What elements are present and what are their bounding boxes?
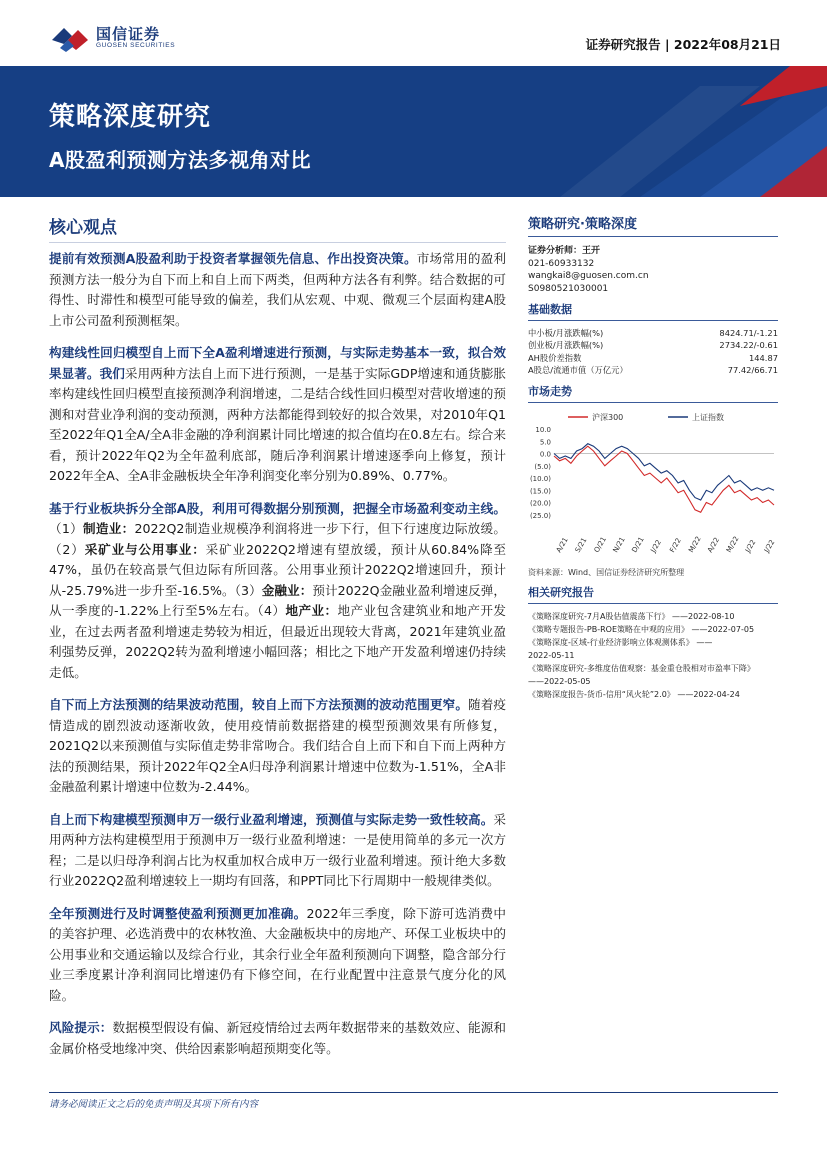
y-tick-label: (20.0) [529, 499, 551, 508]
x-tick-label: J/22 [762, 538, 777, 554]
related-report-item[interactable]: 《策略深度研究-7月A股估值震荡下行》 ——2022-08-10 [528, 611, 735, 621]
sidebar [528, 213, 778, 701]
y-tick-label: 10.0 [535, 425, 551, 434]
x-tick-label: A/21 [554, 535, 570, 554]
report-type-date: 证券研究报告 | 2022年08月21日 [585, 37, 781, 52]
basic-data-title: 基础数据 [528, 301, 778, 321]
related-report-item[interactable]: 《策略深度报告-货币-信用“风火轮”2.0》 ——2022-04-24 [528, 689, 740, 699]
x-tick-label: N/21 [611, 535, 627, 554]
top-header [0, 0, 827, 66]
paragraph-3: 基于行业板块拆分全部A股，利用可得数据分别预测，把握全市场盈利变动主线。（1）制造业：2022Q2制造业规模净利润将进一步下行，但下行速度边际放缓。（2）采矿业与公用事业：采矿业2022Q2增速有望放缓，预计从60.84%降至47%，虽仍在较高景气但边际有所回落。公用事业预计2022Q2增速回升，预计从-25.79%进一步升至-16.5%。（3）金融业：预计2022Q金融业盈利增速反弹，从一季度的-1.22%上行至5%左右。（4）地产业：地产业包含建筑业和地产开发业，在过去两者盈利增速走势较为相近，但最近出现较大背离，2021年建筑业盈利强势反弹，2022Q2转为盈利增速小幅回落；相比之下地产开发盈利增速仍持续走低。 [49, 500, 507, 680]
related-report-item[interactable]: 《策略深度-区域-行业经济影响立体观测体系》 —— [528, 637, 713, 647]
analyst-phone: 021-60933132 [528, 258, 595, 269]
x-tick-label: S/21 [573, 536, 589, 554]
y-tick-label: (25.0) [529, 511, 551, 520]
paragraph-2: 构建线性回归模型自上而下全A盈利增速进行预测，与实际走势基本一致，拟合效果显著。我们采用两种方法自上而下进行预测，一是基于实际GDP增速和通货膨胀率构建线性回归模型直接预测净利润增速，二是结合线性回归模型对营收增速的预测和对营业净利润的变动预测，两种方法都能得到较好的拟合效果，对2010年Q1至2022年Q1全A/全A非金融的净利润累计同比增速的拟合值均在0.8左右。综合来看，预计2022年Q2为全年盈利底部，随后净利润累计增速逐季向上修复，预计2022年全A、全A非金融板块全年净利润变化率分别为0.89%、0.77%。 [49, 345, 506, 483]
x-tick-label: J/22 [743, 538, 758, 554]
y-tick-label: (15.0) [529, 486, 551, 495]
analyst-email[interactable]: wangkai8@guosen.com.cn [528, 271, 649, 281]
logo-text-cn: 国信证券 [96, 25, 161, 43]
x-tick-label: D/21 [630, 535, 646, 554]
paragraph-4: 自下而上方法预测的结果波动范围，较自上而下方法预测的波动范围更窄。随着疫情造成的剧烈波动逐渐收敛，使用疫情前数据搭建的模型预测效果有所修复，2021Q2以来预测值与实际值走势非常吻合。我们结合自上而下和自下而上两种方法的预测结果，预计2022年Q2全A归母净利润累计增速中位数为-1.51%，全A非金融盈利累计增速中位数为-2.44%。 [49, 697, 507, 794]
market-trend-chart [528, 409, 778, 565]
market-trend-svg [528, 409, 778, 565]
paragraph-1: 提前有效预测A股盈利助于投资者掌握领先信息、作出投资决策。市场常用的盈利预测方法一般分为自下而上和自上而下两类，但两种方法各有利弊。结合数据的可得性、时滞性和模型可能导致的偏差，我们从宏观、中观、微观三个层面构建A股上市公司盈利预测框架。 [49, 251, 506, 328]
y-tick-label: 5.0 [539, 437, 551, 446]
chart-source: 资料来源：Wind、国信证券经济研究所整理 [528, 567, 685, 577]
basic-data-row: 创业板/月涨跌幅(%) 2734.22/-0.61 [528, 340, 778, 351]
related-report-item[interactable]: 《策略深度研究-多维度估值观察：基金重仓股相对市盈率下降》 [528, 663, 755, 673]
title-banner [0, 66, 827, 197]
sidebar-section-title: 策略研究·策略深度 [528, 217, 637, 232]
risk-warning: 风险提示：数据模型假设有偏、新冠疫情给过去两年数据带来的基数效应、能源和金属价格受地缘冲突、供给因素影响超预期变化等。 [49, 1020, 507, 1056]
x-tick-label: J/22 [649, 538, 663, 554]
core-view-column [49, 213, 506, 1071]
x-tick-label: O/21 [592, 535, 608, 554]
core-view-title: 核心观点 [49, 213, 506, 243]
analyst-name: 证券分析师：王开 [528, 246, 601, 256]
basic-data-row: AH股价差指数 144.87 [528, 352, 778, 363]
x-tick-label: A/22 [706, 535, 722, 554]
logo-text-en: GUOSEN SECURITIES [96, 42, 176, 49]
basic-data-row: A股总/流通市值（万亿元） 77.42/66.71 [528, 365, 778, 376]
page-title: 策略深度研究 [49, 102, 212, 132]
footer-divider [49, 1092, 778, 1093]
related-reports-list [528, 610, 778, 701]
related-report-item[interactable]: 《策略专题报告-PB-ROE策略在中观的应用》 ——2022-07-05 [528, 624, 755, 634]
related-report-item: 2022-05-11 [528, 650, 575, 660]
paragraph-5: 自上而下构建模型预测申万一级行业盈利增速，预测值与实际走势一致性较高。采用两种方法构建模型用于预测申万一级行业盈利增速：一是使用简单的多元一次方程；二是以归母净利润占比为权重加权合成申万一级行业盈利增速。预计绝大多数行业2022Q2盈利增速较上一期均有回落，和PPT同比下行周期中一般规律类似。 [49, 811, 506, 888]
paragraph-6: 全年预测进行及时调整使盈利预测更加准确。2022年三季度，除下游可选消费中的美容护理、必选消费中的农林牧渔、大金融板块中的房地产、环保工业板块中的公用事业和交通运输以及综合行业，其余行业全年盈利预测向下调整，隐含部分行业三季度累计净利润同比增速仍有下修空间，在行业配置中注意景气度分化的风险。 [49, 905, 506, 1003]
related-report-item: ——2022-05-05 [528, 676, 591, 686]
analyst-info [528, 245, 778, 295]
x-tick-label: F/22 [668, 536, 683, 554]
market-trend-title: 市场走势 [528, 383, 778, 403]
legend-label: 沪深300 [592, 412, 624, 422]
sidebar-section-head [528, 213, 778, 237]
basic-data-table [528, 327, 778, 377]
series-line [554, 446, 774, 512]
legend-label: 上证指数 [692, 412, 724, 422]
basic-data-row: 中小板/月涨跌幅(%) 8424.71/-1.21 [528, 328, 778, 338]
x-tick-label: M/22 [724, 534, 741, 554]
guosen-logo-icon [50, 22, 90, 52]
x-tick-label: M/22 [687, 534, 703, 554]
y-tick-label: (5.0) [534, 462, 551, 471]
analyst-license: S0980521030001 [528, 283, 609, 294]
related-reports-title: 相关研究报告 [528, 584, 778, 604]
footer-disclaimer[interactable]: 请务必阅读正文之后的免责声明及其项下所有内容 [49, 1099, 259, 1110]
y-tick-label: (10.0) [529, 474, 551, 483]
y-tick-label: 0.0 [539, 450, 551, 459]
page-subtitle: A股盈利预测方法多视角对比 [49, 148, 311, 172]
